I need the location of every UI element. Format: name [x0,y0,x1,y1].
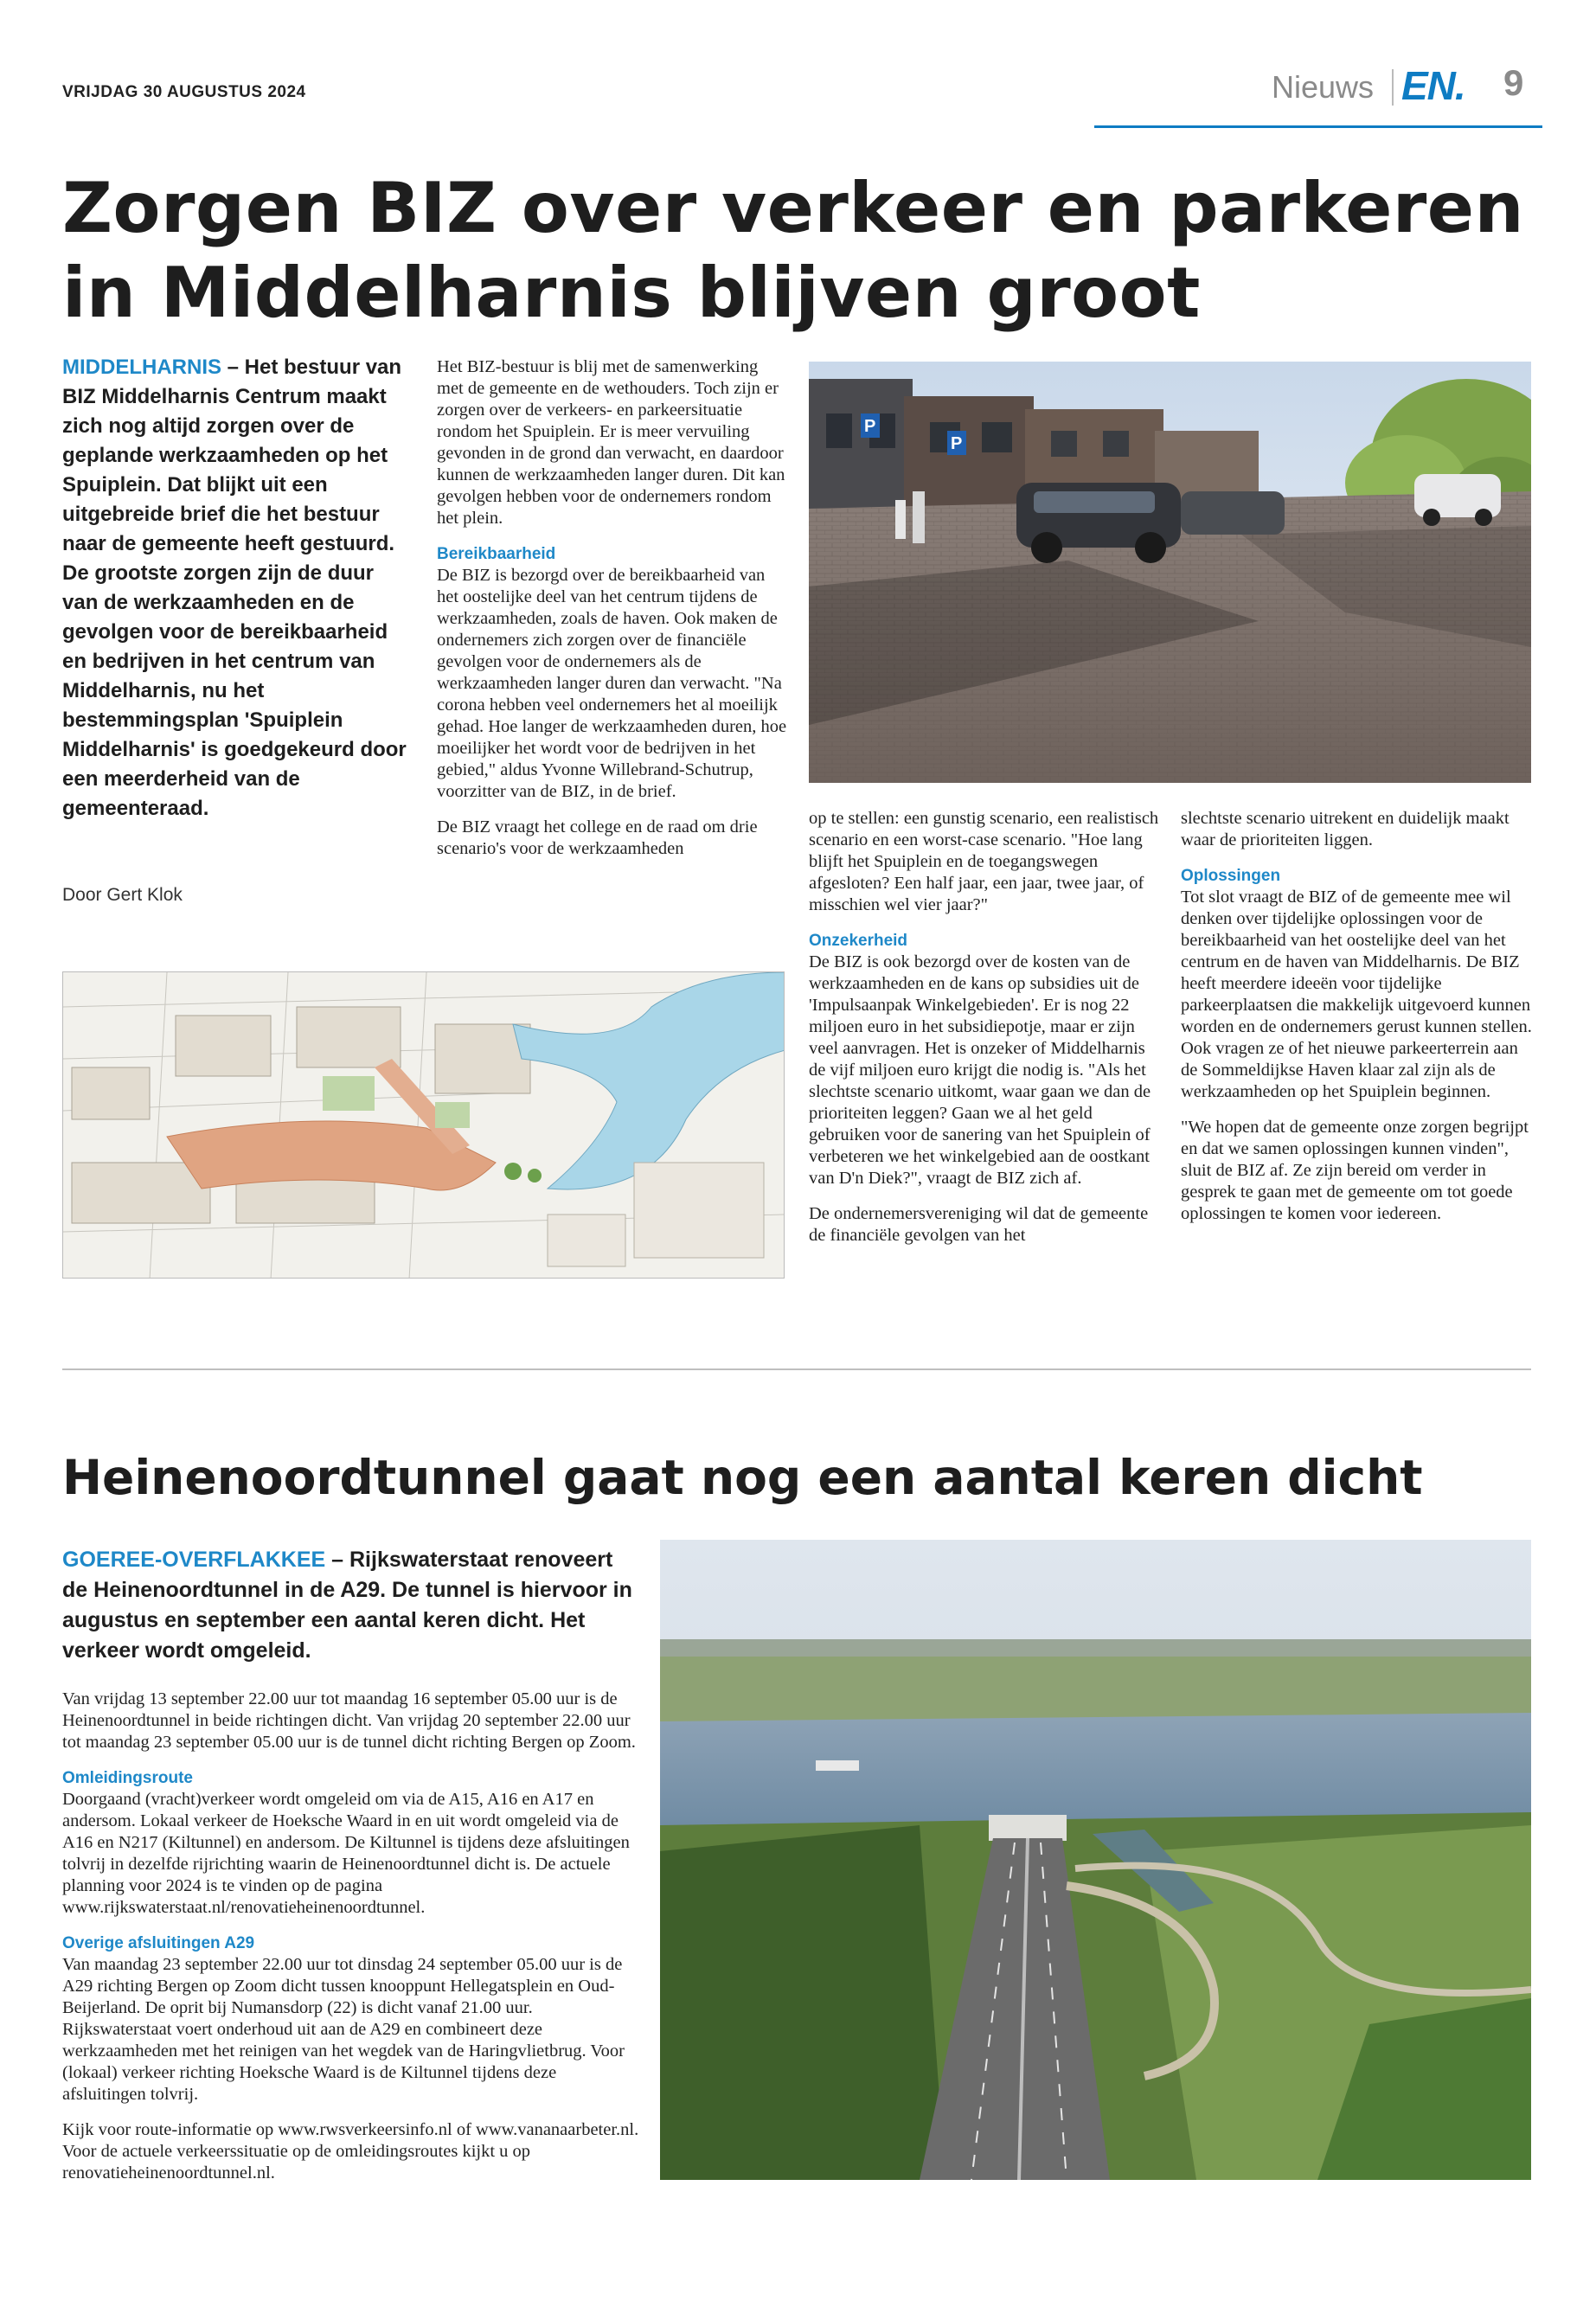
article1-lead [62,353,408,824]
article1-col4-paragraph2: Tot slot vraagt de BIZ of de gemeente mee wil denken over tijdelijke oplossingen voor de bereikbaarheid van het oostelijke deel van het centrum en de haven van Middelharnis. De BIZ heeft meerdere ideeën voor tijdelijke parkeerplaatsen die makkelijk uitgevoerd kunnen worden en de ondernemers gerust kunnen stellen. Ook vragen ze of het nieuwe parkeerterrein aan de Sommeldijkse Haven klaar zal zijn als de werkzaamheden op het Spuiplein beginnen. [1181,888,1532,1101]
article2-lead [62,1545,633,1666]
svg-text:P: P [951,434,963,453]
page-number: 9 [1503,62,1524,103]
issue-date: VRIJDAG 30 AUGUSTUS 2024 [62,83,306,101]
article2-headline: Heinenoordtunnel gaat nog een aantal keren dicht [62,1450,1423,1505]
article1-col3-paragraph2: De BIZ is ook bezorgd over de kosten van de werkzaamheden en de kans op subsidies uit de 'Impulsaanpak Winkelgebieden'. Er is nog 22 miljoen euro in het subsidiepotje, maar er zijn veel aanvragen. Het is onzeker of Middelharnis de vijf miljoen euro krijgt die nodig is. "Als het slechtste scenario uitkomt, waar gaan we dan de prioriteiten leggen? Gaan we al het geld gebruiken voor de sanering van het Spuiplein of verbeteren we het winkelgebied aan de oostkant van D'n Diek?", vraagt de BIZ zich af. [809,952,1151,1188]
article1-dateline: MIDDELHARNIS [62,356,221,379]
article1-headline-line2: in Middelharnis blijven groot [62,253,1201,333]
heinenoordtunnel-aerial-photo [660,1540,1531,2180]
article1-col4-paragraph3: "We hopen dat de gemeente onze zorgen begrijpt en dat we samen oplossingen kunnen vinden", sluit de BIZ af. Ze zijn bereid om verder in gesprek te gaan met de gemeente om tot goede oplossingen te komen voor iedereen. [1181,1118,1529,1223]
article1-headline [62,166,1533,336]
article1-lead-text: – Het bestuur van BIZ Middelharnis Centrum maakt zich nog altijd zorgen over de geplande werkzaamheden op het Spuiplein. Dat blijkt uit een uitgebreide brief die het bestuur naar de gemeente heeft gestuurd. De grootste zorgen zijn de duur van de werkzaamheden en de gevolgen voor de bereikbaarheid en bedrijven in het centrum van Middelharnis, nu het bestemmingsplan 'Spuiplein Middelharnis' is goedgekeurd door een meerderheid van de gemeenteraad. [62,356,407,820]
header-separator [1392,69,1394,106]
article2-body [62,1689,642,2198]
article2-subhead-overige-afsluitingen: Overige afsluitingen A29 [62,1934,255,1952]
article1-col3-paragraph1: op te stellen: een gunstig scenario, een realistisch scenario en een worst-case scenario. "Hoe lang blijft het Spuiplein en de toegangswegen afgesloten? Een half jaar, een jaar, twee jaar, of misschien wel vier jaar?" [809,809,1159,914]
article2-dateline: GOEREE-OVERFLAKKEE [62,1548,326,1572]
article1-column3 [809,808,1163,1260]
article1-subhead-onzekerheid: Onzekerheid [809,932,908,950]
article2-paragraph3: Van maandag 23 september 22.00 uur tot dinsdag 24 september 05.00 uur is de A29 richting Bergen op Zoom dicht tussen knooppunt Hellegatsplein en Oud-Beijerland. De oprit bij Numansdorp (22) is dicht vanaf 21.00 uur. Rijkswaterstaat voert onderhoud uit aan de A29 en combineert deze werkzaamheden met het reinigen van het wegdek van de Haringvlietbrug. Voor (lokaal) verkeer richting Hoeksche Waard is de Kiltunnel tijdens deze afsluitingen tolvrij. [62,1955,625,2104]
section-label: Nieuws [1272,69,1375,105]
article1-col3-paragraph3: De ondernemersvereniging wil dat de gemeente de financiële gevolgen van het [809,1204,1149,1245]
svg-text:P: P [864,417,876,436]
article2-paragraph1: Van vrijdag 13 september 22.00 uur tot maandag 16 september 05.00 uur is de Heinenoordtunnel in beide richtingen dicht. Van vrijdag 20 september 22.00 uur tot maandag 23 september 05.00 uur is de tunnel dicht richting Bergen op Zoom. [62,1689,636,1752]
spuiplein-map [62,971,785,1279]
article1-headline-line1: Zorgen BIZ over verkeer en parkeren [62,168,1524,248]
article1-byline: Door Gert Klok [62,885,183,905]
article1-col2-paragraph2: De BIZ is bezorgd over de bereikbaarheid van het oostelijke deel van het centrum tijdens de werkzaamheden, zoals de haven. Ook maken de ondernemers zich zorgen over de financiële gevolgen voor de ondernemers als de werkzaamheden langer duren dan verwacht. "Na corona hebben veel ondernemers het al moeilijk gehad. Hoe langer de werkzaamheden duren, hoe moeilijker het wordt voor de bedrijven in het gebied," aldus Yvonne Willebrand-Schutrup, voorzitter van de BIZ, in de brief. [437,566,787,801]
header-rule [1094,125,1542,128]
article1-col2-paragraph3: De BIZ vraagt het college en de raad om drie scenario's voor de werkzaamheden [437,817,758,858]
article1-column4 [1181,808,1535,1239]
article1-col2-paragraph1: Het BIZ-bestuur is blij met de samenwerking met de gemeente en de wethouders. Toch zijn er zorgen over de verkeers- en parkeersituatie rondom het Spuiplein. Er is meer vervuiling gevonden in de grond dan verwacht, en daardoor kunnen de werkzaamheden langer duren. Dit kan gevolgen hebben voor de ondernemers rondom het plein. [437,357,785,528]
article2-subhead-omleidingsroute: Omleidingsroute [62,1769,193,1787]
article2-lead-text: – Rijkswaterstaat renoveert de Heinenoordtunnel in de A29. De tunnel is hiervoor in augustus en september een aantal keren dicht. Het verkeer wordt omgeleid. [62,1548,632,1663]
article-divider [62,1368,1531,1370]
article1-subhead-oplossingen: Oplossingen [1181,867,1281,885]
parking-lot-photo [809,362,1531,783]
article1-column2 [437,356,787,874]
article1-subhead-bereikbaarheid: Bereikbaarheid [437,545,556,563]
article1-col4-paragraph1: slechtste scenario uitrekent en duidelijk maakt waar de prioriteiten liggen. [1181,809,1509,849]
article2-paragraph2: Doorgaand (vracht)verkeer wordt omgeleid om via de A15, A16 en A17 en andersom. Lokaal verkeer de Hoeksche Waard in en uit wordt omgeleid via de A16 en N217 (Kiltunnel) en andersom. De Kiltunnel is tijdens deze afsluitingen tolvrij in dezelfde rijrichting waarin de Heinenoordtunnel dicht is. De actuele planning voor 2024 is te vinden op de pagina www.rijkswaterstaat.nl/renovatieheinenoordtunnel. [62,1790,630,1917]
newspaper-logo: EN. [1401,63,1465,108]
article2-paragraph4: Kijk voor route-informatie op www.rwsverkeersinfo.nl of www.vananaarbeter.nl. Voor de actuele verkeerssituatie op de omleidingsroutes kijkt u op renovatieheinenoordtunnel.nl. [62,2120,639,2182]
